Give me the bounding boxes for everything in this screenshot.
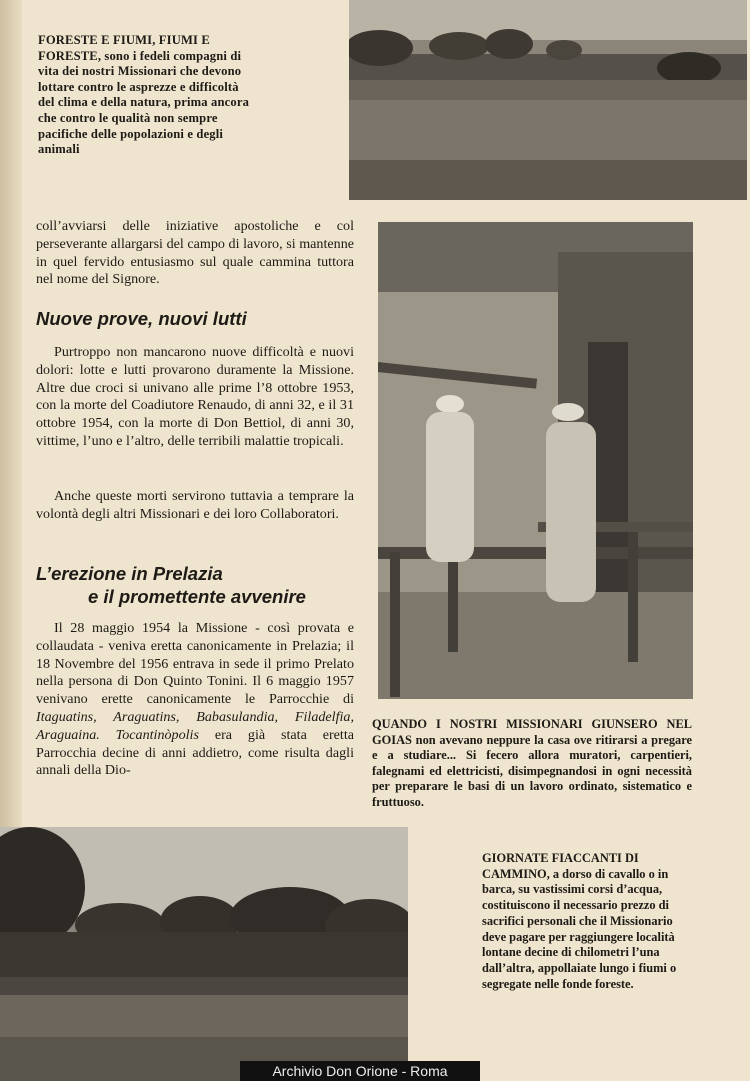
photo-tropical-river bbox=[0, 827, 408, 1081]
photo-missionaries-building bbox=[378, 222, 693, 699]
paragraph-nuove-prove: Purtroppo non mancarono nuove difficoltà e nuovi dolori: lotte e lutti provarono duramente la Missione. Altre due croci si univano alle prime l’8 ottobre 1953, con la morte del Coadiutore Renaudo, di anni 32, e il 31 ottobre 1954, con la morte di Don Bettiol, di anni 30, vittime, l’uno e l’altro, delle terribili malattie tropicali. bbox=[36, 344, 354, 449]
section-heading-avvenire: e il promettente avvenire bbox=[88, 586, 306, 607]
caption-giornate-fiaccanti: GIORNATE FIACCANTI DI CAMMINO, a dorso di cavallo o in barca, su vastissimi corsi d’acqua, costituiscono il necessario prezzo di sacrifici personali che il Missionario deve pagare per raggiungere località lontane decine di chilometri l’una dall’altra, appollaiate lungo i fiumi o segregate nelle fonde foreste. bbox=[482, 851, 677, 991]
archive-watermark: Archivio Don Orione - Roma bbox=[240, 1061, 480, 1081]
paragraph-temprare: Anche queste morti servirono tuttavia a temprare la volontà degli altri Missionari e dei loro Collaboratori. bbox=[36, 488, 354, 522]
prelazia-text-end: era già stata eretta Parrocchia decine di anni addietro, come risulta dagli annali della Dio- bbox=[36, 726, 354, 779]
section-heading-erezione: L’erezione in Prelazia bbox=[36, 563, 223, 584]
caption-missionari-goias: QUANDO I NOSTRI MISSIONARI GIUNSERO NEL GOIAS non avevano neppure la casa ove ritirarsi a pregare e a studiare... Si fecero allora muratori, carpentieri, falegnami ed elettricisti, disimpegnandosi in ogni necessità per preparare le basi di un lavoro ordinato, sistematico e fruttuoso. bbox=[372, 717, 692, 809]
page-edge bbox=[0, 0, 22, 830]
prelazia-text-start: Il 28 maggio 1954 la Missione - così provata e collaudata - veniva eretta canonicamente in Prelazia; il 18 Novembre del 1956 entrava in sede il primo Prelato nella persona di Don Quinto Tonini. Il 6 maggio 1957 venivano erette canonicamente le Parrocchie di bbox=[36, 620, 354, 708]
parish-names: Itaguatins, Araguatins, Babasulandia, Filadelfia, Araguaina. Tocantinòpolis bbox=[36, 708, 354, 743]
paragraph-prelazia bbox=[36, 620, 354, 780]
photo-river-landscape bbox=[349, 0, 747, 200]
intro-paragraph: coll’avviarsi delle iniziative apostoliche e col perseverante allargarsi del campo di lavoro, si mantenne in quel fervido entusiasmo sul quale cammina tuttora nel nome del Signore. bbox=[36, 218, 354, 288]
caption-forests-rivers: FORESTE E FIUMI, FIUMI E FORESTE, sono i fedeli compagni di vita dei nostri Missionari che devono lottare contro le asprezze e difficoltà del clima e della natura, prima ancora che contro le qualità non sempre pacifiche delle popolazioni e degli animali bbox=[38, 33, 250, 157]
section-heading-nuove-prove: Nuove prove, nuovi lutti bbox=[36, 308, 247, 329]
